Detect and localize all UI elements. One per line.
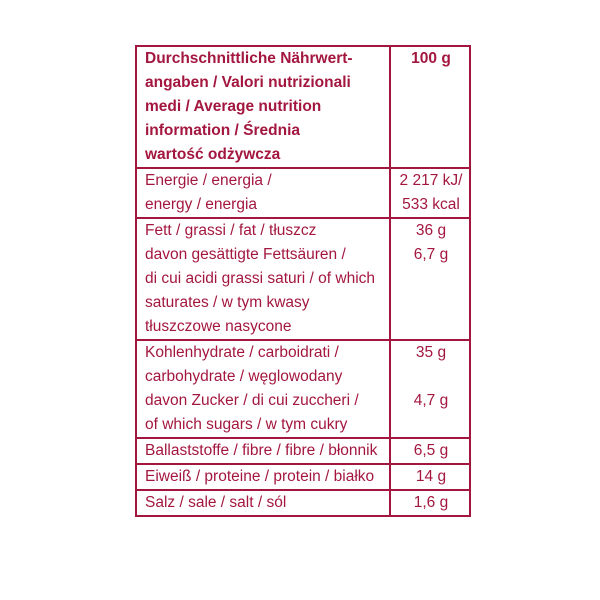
row-label-line: davon gesättigte Fettsäuren / xyxy=(145,246,346,263)
header-label-line: wartość odżywcza xyxy=(145,146,281,163)
row-label-line: Fett / grassi / fat / tłuszcz xyxy=(145,222,317,239)
value-spacer xyxy=(399,365,463,389)
fibre-label-cell xyxy=(136,438,390,464)
row-value: 6,7 g xyxy=(413,246,449,263)
row-label-line: tłuszczowe nasycone xyxy=(145,318,292,335)
row-label-line: energy / energia xyxy=(145,196,258,213)
header-label-line: information / Średnia xyxy=(145,122,301,139)
row-label-line: davon Zucker / di cui zuccheri / xyxy=(145,392,359,409)
row-value: 1,6 g xyxy=(413,494,449,511)
row-value: 35 g xyxy=(415,344,447,361)
table-row-fat xyxy=(136,218,470,340)
salt-label-cell xyxy=(136,490,390,516)
table-row-carbohydrate xyxy=(136,340,470,438)
row-label-line: of which sugars / w tym cukry xyxy=(145,416,348,433)
energy-value-cell xyxy=(390,168,470,218)
carbohydrate-value-cell xyxy=(390,340,470,438)
table-row-salt xyxy=(136,490,470,516)
carbohydrate-label-cell xyxy=(136,340,390,438)
row-value: 14 g xyxy=(415,468,447,485)
salt-value-cell xyxy=(390,490,470,516)
header-label-cell xyxy=(136,46,390,168)
row-value: 2 217 kJ/ xyxy=(399,172,463,189)
row-label-line: carbohydrate / węglowodany xyxy=(145,368,343,385)
table-row-fibre xyxy=(136,438,470,464)
row-label-line: Salz / sale / salt / sól xyxy=(145,494,287,511)
fibre-value-cell xyxy=(390,438,470,464)
table-header-row xyxy=(136,46,470,168)
header-label-line: medi / Average nutrition xyxy=(145,98,322,115)
header-value: 100 g xyxy=(411,50,451,67)
fat-label-cell xyxy=(136,218,390,340)
energy-label-cell xyxy=(136,168,390,218)
row-value: 4,7 g xyxy=(413,392,449,409)
nutrition-table xyxy=(135,45,471,517)
row-value: 36 g xyxy=(415,222,447,239)
row-label-line: saturates / w tym kwasy xyxy=(145,294,310,311)
row-value: 6,5 g xyxy=(413,442,449,459)
header-label-line: Durchschnittliche Nährwert- xyxy=(145,50,353,67)
table-row-protein xyxy=(136,464,470,490)
fat-value-cell xyxy=(390,218,470,340)
table-row-energy xyxy=(136,168,470,218)
row-label-line: Energie / energia / xyxy=(145,172,272,189)
protein-label-cell xyxy=(136,464,390,490)
row-label-line: di cui acidi grassi saturi / of which xyxy=(145,270,376,287)
row-value: 533 kcal xyxy=(402,196,460,213)
row-label-line: Kohlenhydrate / carboidrati / xyxy=(145,344,339,361)
header-value-cell xyxy=(390,46,470,168)
header-label-line: angaben / Valori nutrizionali xyxy=(145,74,351,91)
row-label-line: Ballaststoffe / fibre / fibre / błonnik xyxy=(145,442,378,459)
row-label-line: Eiweiß / proteine / protein / białko xyxy=(145,468,375,485)
protein-value-cell xyxy=(390,464,470,490)
